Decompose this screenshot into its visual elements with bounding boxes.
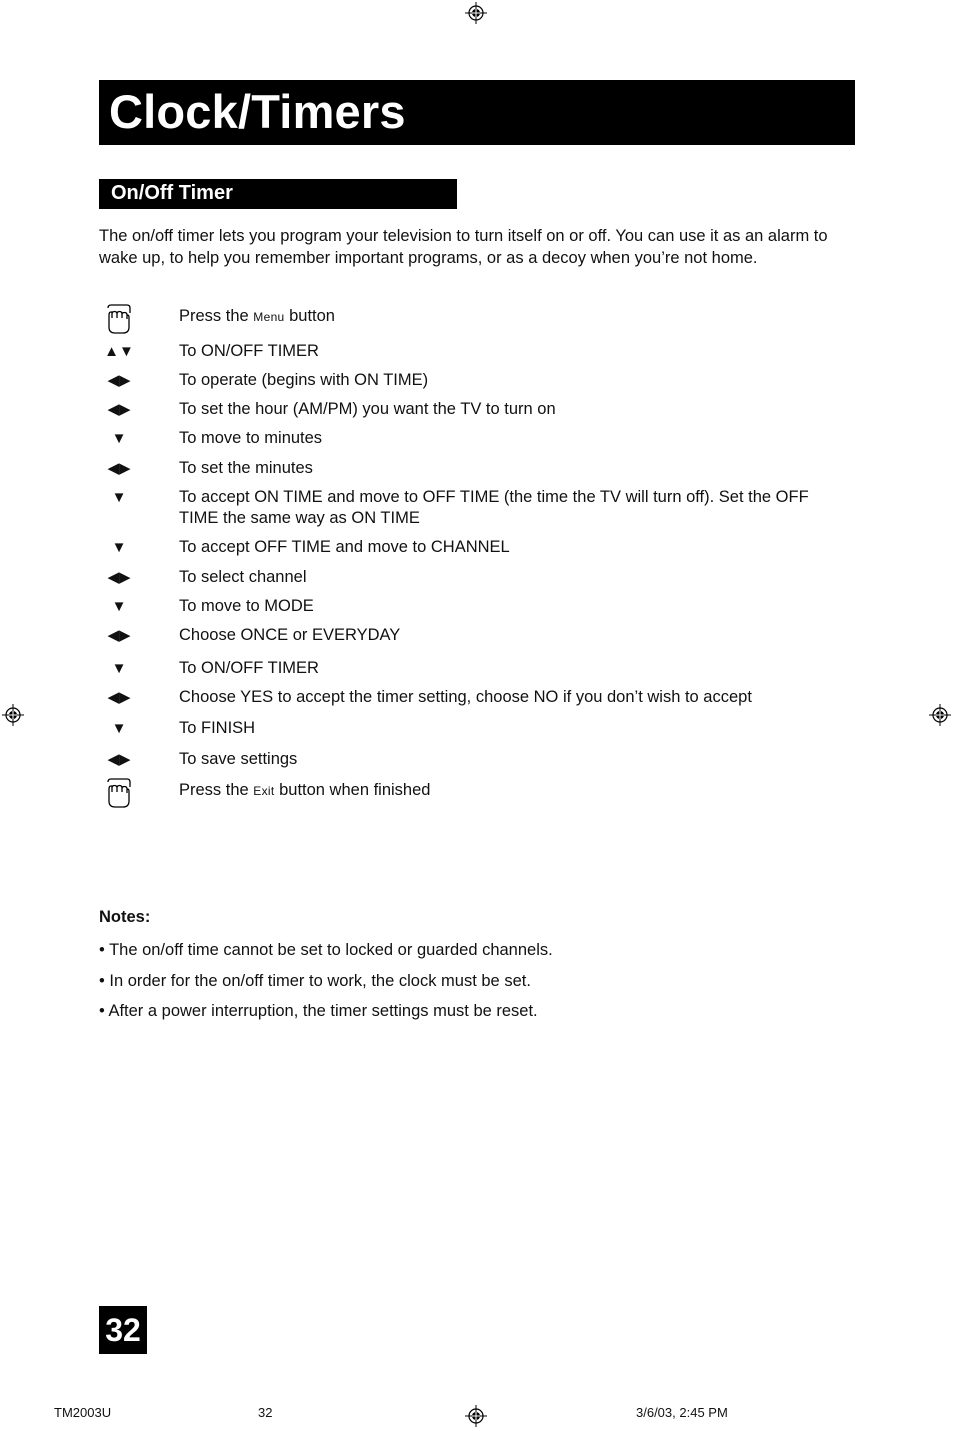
step-text: Press the Exit button when finished [179, 781, 431, 799]
registration-mark-icon [929, 704, 951, 726]
registration-mark-icon [465, 1405, 487, 1427]
step-text: To ON/OFF TIMER [179, 659, 319, 677]
step-text: To FINISH [179, 719, 256, 737]
up-down-arrow-icon: ▲▼ [104, 343, 134, 360]
page-title: Clock/Timers [109, 85, 406, 138]
section-heading: On/Off Timer [111, 182, 233, 204]
step-text: To select channel [179, 568, 307, 586]
page-number: 32 [99, 1306, 147, 1354]
hand-press-icon [102, 302, 136, 336]
down-arrow-icon: ▼ [111, 660, 127, 677]
down-arrow-icon: ▼ [111, 489, 127, 506]
step-text: To accept ON TIME and move to OFF TIME (the time the TV will turn off). Set the OFF TIME the same way as ON TIME [179, 488, 809, 527]
left-right-arrow-icon: ◀▶ [107, 627, 131, 644]
registration-mark-icon [2, 704, 24, 726]
registration-mark-icon [465, 2, 487, 24]
left-right-arrow-icon: ◀▶ [107, 372, 131, 389]
step-text: To accept OFF TIME and move to CHANNEL [179, 538, 510, 556]
footer-page: 32 [258, 1405, 273, 1420]
step-text: To move to MODE [179, 597, 314, 615]
footer-timestamp: 3/6/03, 2:45 PM [636, 1405, 728, 1420]
left-right-arrow-icon: ◀▶ [107, 401, 131, 418]
step-text: Choose YES to accept the timer setting, choose NO if you don’t wish to accept [179, 688, 752, 706]
step-text: To save settings [179, 750, 298, 768]
section-heading-bar [99, 179, 457, 209]
intro-paragraph: The on/off timer lets you program your television to turn itself on or off. You can use it as an alarm to wake up, to help you remember important programs, or as a decoy when you’re not home. [99, 227, 828, 267]
step-text: To ON/OFF TIMER [179, 342, 319, 360]
step-text: Press the Menu button [179, 307, 335, 325]
down-arrow-icon: ▼ [111, 539, 127, 556]
down-arrow-icon: ▼ [111, 720, 127, 737]
step-text: To operate (begins with ON TIME) [179, 371, 429, 389]
down-arrow-icon: ▼ [111, 598, 127, 615]
note-item: • The on/off time cannot be set to locked or guarded channels. [99, 941, 553, 959]
down-arrow-icon: ▼ [111, 430, 127, 447]
left-right-arrow-icon: ◀▶ [107, 460, 131, 477]
step-text: To move to minutes [179, 429, 323, 447]
footer-doc-code: TM2003U [54, 1405, 112, 1420]
hand-press-icon [102, 776, 136, 810]
step-text: To set the minutes [179, 459, 313, 477]
step-text: Choose ONCE or EVERYDAY [179, 626, 401, 644]
notes-heading: Notes: [99, 908, 151, 926]
left-right-arrow-icon: ◀▶ [107, 751, 131, 768]
page-title-bar [99, 80, 855, 145]
left-right-arrow-icon: ◀▶ [107, 689, 131, 706]
note-item: • After a power interruption, the timer settings must be reset. [99, 1002, 538, 1020]
note-item: • In order for the on/off timer to work, the clock must be set. [99, 972, 531, 990]
step-text: To set the hour (AM/PM) you want the TV to turn on [179, 400, 556, 418]
left-right-arrow-icon: ◀▶ [107, 569, 131, 586]
